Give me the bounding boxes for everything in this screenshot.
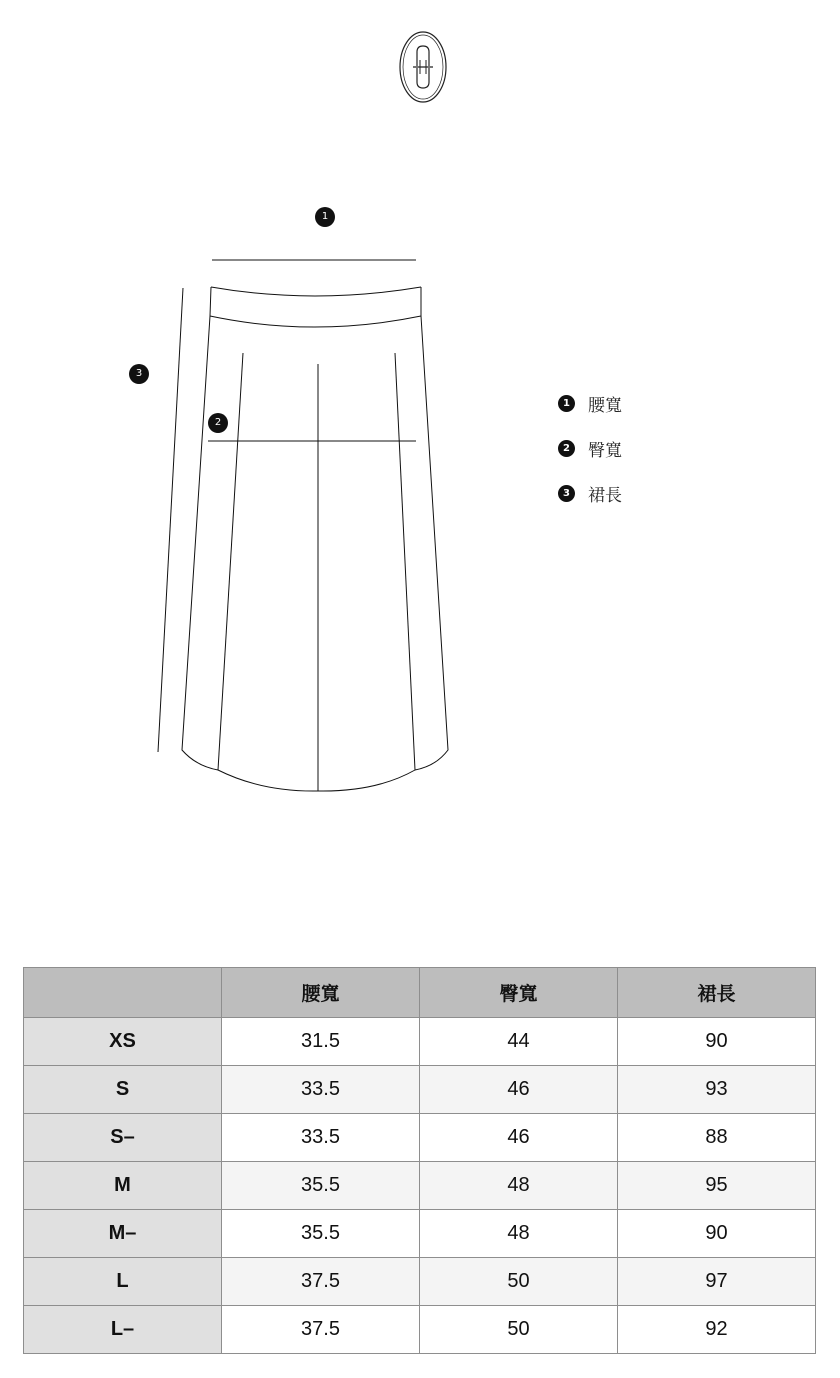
legend-label: 腰寬 xyxy=(588,395,622,416)
waist-cell: 35.5 xyxy=(222,1210,420,1258)
waist-cell: 33.5 xyxy=(222,1114,420,1162)
monogram-logo xyxy=(398,30,448,104)
size-cell: S– xyxy=(24,1114,222,1162)
waist-cell: 37.5 xyxy=(222,1306,420,1354)
skirt-diagram xyxy=(0,190,520,810)
hip-cell: 44 xyxy=(420,1018,618,1066)
legend-item-hip xyxy=(558,437,758,459)
measurement-legend xyxy=(558,392,758,527)
waist-cell: 37.5 xyxy=(222,1258,420,1306)
size-cell: M– xyxy=(24,1210,222,1258)
length-cell: 88 xyxy=(618,1114,816,1162)
legend-item-waist xyxy=(558,392,758,414)
legend-number: 2 xyxy=(558,440,575,457)
marker-waist: 1 xyxy=(315,207,335,227)
table-row xyxy=(24,1162,816,1210)
size-cell: XS xyxy=(24,1018,222,1066)
waist-cell: 31.5 xyxy=(222,1018,420,1066)
table-row xyxy=(24,1114,816,1162)
table-row xyxy=(24,1306,816,1354)
table-row xyxy=(24,1258,816,1306)
hip-cell: 46 xyxy=(420,1114,618,1162)
length-cell: 92 xyxy=(618,1306,816,1354)
hip-cell: 50 xyxy=(420,1306,618,1354)
length-measure-line xyxy=(158,288,183,752)
legend-item-length xyxy=(558,482,758,504)
header-waist: 腰寬 xyxy=(222,968,420,1018)
table-row xyxy=(24,1018,816,1066)
size-cell: M xyxy=(24,1162,222,1210)
size-chart-table xyxy=(23,967,816,1354)
length-cell: 95 xyxy=(618,1162,816,1210)
waist-cell: 35.5 xyxy=(222,1162,420,1210)
size-cell: L xyxy=(24,1258,222,1306)
size-cell: L– xyxy=(24,1306,222,1354)
legend-label: 裙長 xyxy=(588,485,622,506)
skirt-drawing xyxy=(0,190,520,810)
marker-hip: 2 xyxy=(208,413,228,433)
header-hip: 臀寬 xyxy=(420,968,618,1018)
length-cell: 97 xyxy=(618,1258,816,1306)
length-cell: 90 xyxy=(618,1018,816,1066)
marker-length: 3 xyxy=(129,364,149,384)
header-length: 裙長 xyxy=(618,968,816,1018)
header-size xyxy=(24,968,222,1018)
length-cell: 93 xyxy=(618,1066,816,1114)
hip-cell: 48 xyxy=(420,1210,618,1258)
hip-cell: 48 xyxy=(420,1162,618,1210)
hip-cell: 50 xyxy=(420,1258,618,1306)
size-cell: S xyxy=(24,1066,222,1114)
legend-number: 3 xyxy=(558,485,575,502)
table-header-row xyxy=(24,968,816,1018)
hip-cell: 46 xyxy=(420,1066,618,1114)
waist-cell: 33.5 xyxy=(222,1066,420,1114)
table-row xyxy=(24,1210,816,1258)
table-row xyxy=(24,1066,816,1114)
length-cell: 90 xyxy=(618,1210,816,1258)
legend-label: 臀寬 xyxy=(588,440,622,461)
legend-number: 1 xyxy=(558,395,575,412)
